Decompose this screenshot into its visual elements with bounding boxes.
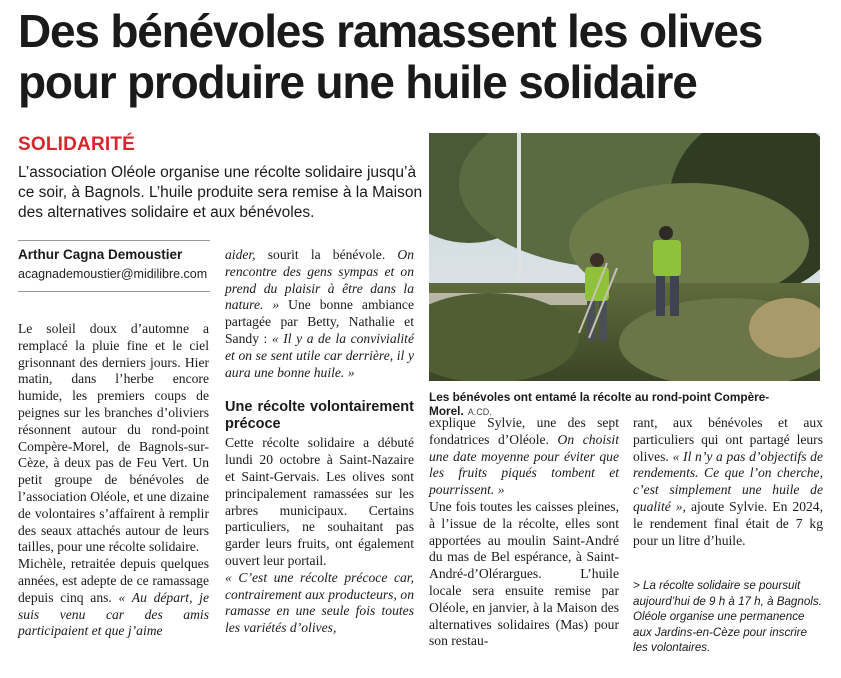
paragraph (225, 570, 414, 637)
paragraph-text: Une bonne ambiance partagée par Betty, Nathalie et Sandy : (225, 297, 414, 346)
quote: On rencontre des gens sympas et on prend du plaisir à être dans la nature. » (225, 247, 414, 313)
paragraph (429, 415, 619, 499)
quote: « C’est une récolte précoce car, contrairement aux producteurs, on ramasse en une seule fois toutes les variétés d’olives, (225, 569, 414, 636)
paragraph (633, 415, 823, 549)
olive-harvest-photo (429, 133, 820, 381)
photo-caption (429, 390, 824, 418)
article-column-4 (633, 415, 823, 549)
author-name: Arthur Cagna Demoustier (18, 247, 183, 262)
paragraph: Cette récolte solidaire a débuté lundi 20 octobre à Saint-Nazaire et Saint-Gervais. Les olives sont principalement ramassées sur les arbres municipaux. Certains particuliers, ne souhaitant pas garder leurs fruits, ont également ouvert leur portail. (225, 435, 414, 568)
paragraph-text: sourit la bénévole. (267, 247, 386, 262)
article-column-2 (225, 247, 414, 637)
quote: « Il y a de la convivialité et on se sent utile car derrière, il y aura une bonne huile. » (225, 330, 414, 380)
paragraph (18, 556, 209, 640)
author-email[interactable]: acagnademoustier@midilibre.com (18, 267, 208, 281)
article-column-3 (429, 415, 619, 650)
paragraph-text: rant, aux bénévoles et aux particuliers qui ont partagé leurs olives. (633, 415, 823, 464)
paragraph: Une fois toutes les caisses pleines, à l’issue de la récolte, elles sont apportées au moulin Saint-André du mas de Bel espérance, à Saint-André-d’Olérargues. L’huile locale sera ensuite remise par Oléole, en janvier, à la Maison des alternatives solidaires (Mas) pour son restau- (429, 498, 619, 649)
quote: « Il n’y a pas d’objectifs de rendements. Ce que l’on cherche, c’est simplement une huile de qualité », (633, 448, 823, 514)
section-kicker: SOLIDARITÉ (18, 134, 136, 155)
divider-top (18, 240, 210, 241)
paragraph-text: Michèle, retraitée depuis quelques années, est adepte de ce ramassage depuis cinq ans. (18, 556, 209, 605)
photo-credit: A.CD. (467, 407, 492, 417)
divider-bottom (18, 291, 210, 292)
subheading: Une récolte volontairement précoce (225, 399, 414, 433)
article-column-1 (18, 321, 209, 640)
paragraph-text: ajoute Sylvie. En 2024, le rendement final était de 7 kg pour un litre d’huile. (633, 498, 823, 548)
article-photo (429, 133, 820, 381)
caption-text: Les bénévoles ont entamé la récolte au rond-point Compère-Morel. (429, 390, 770, 418)
paragraph-text: explique Sylvie, une des sept fondatrices d’Oléole. (429, 415, 619, 447)
paragraph (225, 247, 414, 381)
paragraph: Le soleil doux d’automne a remplacé la pluie fine et le ciel grisonnant des derniers jours. Hier matin, dans l’herbe encore humide, les premiers coups de peignes sur les branches d’oliviers résonnent autour du rond-point Compère-Morel, de Bagnols-sur-Cèze, à deux pas de Feu Vert. Un petit groupe de bénévoles de l’association Oléole, et une dizaine de volontaires s’affairent à remplir des seaux attachés autour de leurs tailles, pour une récolte solidaire. (18, 321, 209, 555)
quote: aider, (225, 247, 256, 262)
article-lead: L’association Oléole organise une récolte solidaire jusqu’à ce soir, à Bagnols. L’huile produite sera remise à la Maison des alternatives solidaire et aux bénévoles. (18, 164, 423, 221)
practical-info: > La récolte solidaire se poursuit aujourd’hui de 9 h à 17 h, à Bagnols. Oléole organise une permanence aux Jardins-en-Cèze pour inscrire les volontaires. (633, 579, 822, 654)
quote: « Au départ, je suis venu car des amis participaient et que j’aime (18, 589, 209, 639)
quote: On choisit une date moyenne pour éviter que les fruits piqués tombent et pourrissent. » (429, 431, 619, 498)
headline: Des bénévoles ramassent les olives pour produire une huile solidaire (18, 5, 763, 108)
